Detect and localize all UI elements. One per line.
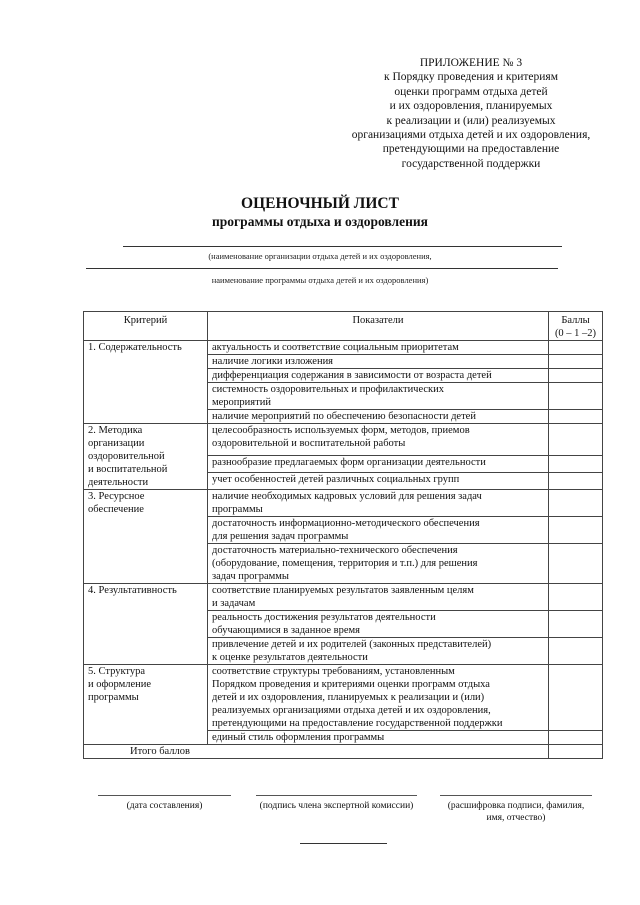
appendix-line: и их оздоровления, планируемых [389,100,553,113]
evaluation-table [83,311,603,759]
decoding-caption [430,800,602,824]
criterion-cell [84,490,208,584]
criterion-header: Критерий [84,312,208,341]
indicator-text-line: обучающимися в заданное время [212,625,360,636]
indicator-cell [208,517,549,544]
indicator-text-line: наличие мероприятий по обеспечению безопасности детей [212,411,476,422]
points-cell[interactable] [549,410,603,424]
evaluation-body [84,341,603,759]
points-cell[interactable] [549,383,603,410]
total-row [84,745,603,759]
indicator-text-line: целесообразность используемых форм, методов, приемов [212,425,470,436]
points-header-line2: (0 – 1 –2) [554,328,597,339]
appendix-line: государственной поддержки [401,157,541,170]
criterion-label-line: организации [88,438,145,449]
indicator-cell [208,410,549,424]
criterion-cell [84,424,208,490]
criterion-label-line: 3. Ресурсное [88,491,145,502]
signature-caption: (подпись члена экспертной комиссии) [259,801,414,811]
criterion-label-line: деятельности [88,477,149,488]
points-cell[interactable] [549,341,603,355]
indicator-text-line: (оборудование, помещения, территория и т.п.) для решения [212,558,478,569]
indicator-cell [208,544,549,584]
decoding-caption-line2: имя, отчество) [486,813,546,823]
points-cell[interactable] [549,473,603,490]
indicator-cell [208,355,549,369]
points-cell[interactable] [549,638,603,665]
indicator-text-line: к оценке результатов деятельности [212,652,368,663]
organization-caption: (наименование организации отдыха детей и их оздоровления, [208,251,432,261]
indicator-text-line: мероприятий [212,397,271,408]
table-row [84,341,603,355]
indicator-cell [208,456,549,473]
criterion-cell [84,584,208,665]
indicator-text-line: соответствие планируемых результатов заявленным целям [212,585,474,596]
document-subtitle: программы отдыха и оздоровления [212,214,428,229]
points-header-line1: Баллы [561,315,590,326]
indicator-cell [208,424,549,456]
indicator-text-line: программы [212,504,263,515]
indicator-text-line: реальность достижения результатов деятельности [212,612,436,623]
indicator-text-line: соответствие структуры требованиям, установленным [212,666,455,677]
appendix-line: претендующими на предоставление [382,143,560,156]
points-cell[interactable] [549,584,603,611]
indicator-cell [208,341,549,355]
criterion-label-line: 1. Содержательность [88,342,182,353]
indicator-text-line: дифференциация содержания в зависимости от возраста детей [212,370,492,381]
indicator-text-line: и задачам [212,598,256,609]
indicator-text-line: достаточность материально-технического обеспечения [212,545,458,556]
table-row [84,665,603,731]
indicator-cell [208,665,549,731]
points-cell[interactable] [549,731,603,745]
total-label: Итого баллов [84,745,549,759]
points-cell[interactable] [549,456,603,473]
indicator-text-line: разнообразие предлагаемых форм организации деятельности [212,457,486,469]
signature-line [256,795,417,796]
criterion-label-line: обеспечение [88,504,144,515]
indicator-text-line: оздоровительной и воспитательной работы [212,438,406,449]
points-cell[interactable] [549,544,603,584]
indicator-cell [208,638,549,665]
decoding-line [440,795,592,796]
appendix-block [330,56,612,171]
points-cell[interactable] [549,355,603,369]
appendix-line: оценки программ отдыха детей [394,85,548,98]
points-cell[interactable] [549,424,603,456]
indicator-text-line: системность оздоровительных и профилактических [212,384,445,395]
bottom-rule [300,843,387,844]
decoding-caption-line1: (расшифровка подписи, фамилия, [447,801,585,811]
points-cell[interactable] [549,490,603,517]
table-header-row [84,312,603,341]
indicator-text-line: для решения задач программы [212,531,349,542]
indicator-text-line: достаточность информационно-методического обеспечения [212,518,480,529]
criterion-label-line: 4. Результативность [88,585,177,596]
table-row [84,490,603,517]
indicator-text-line: учет особенностей детей различных социальных групп [212,474,460,486]
indicator-text-line: актуальность и соответствие социальным приоритетам [212,342,459,353]
indicator-text-line: наличие логики изложения [212,356,334,367]
indicator-cell [208,369,549,383]
criterion-label-line: 5. Структура [88,666,146,677]
indicator-cell [208,611,549,638]
indicators-header: Показатели [208,312,549,341]
table-row [84,584,603,611]
program-caption: наименование программы отдыха детей и их оздоровления) [211,275,429,285]
appendix-line: организациями отдыха детей и их оздоровления, [351,129,591,142]
appendix-line: к реализации и (или) реализуемых [386,114,556,127]
date-caption: (дата составления) [126,801,203,811]
document-title: ОЦЕНОЧНЫЙ ЛИСТ [241,195,399,212]
criterion-cell [84,665,208,745]
indicator-text-line: наличие необходимых кадровых условий для решения задач [212,491,482,502]
program-name-line [86,268,558,269]
criterion-label-line: и оформление [88,679,152,690]
points-cell[interactable] [549,665,603,731]
appendix-line: ПРИЛОЖЕНИЕ № 3 [419,57,523,69]
indicator-cell [208,731,549,745]
indicator-text-line: реализуемых организациями отдыха детей и их оздоровления, [212,705,491,716]
points-cell[interactable] [549,517,603,544]
indicator-cell [208,490,549,517]
indicator-text-line: привлечение детей и их родителей (законных представителей) [212,639,492,650]
indicator-text-line: единый стиль оформления программы [212,732,385,743]
points-cell[interactable] [549,369,603,383]
criterion-label-line: и воспитательной [88,464,168,475]
points-cell[interactable] [549,611,603,638]
criterion-label-line: 2. Методика [88,425,143,436]
date-line [98,795,231,796]
indicator-cell [208,473,549,490]
table-row [84,424,603,456]
indicator-text-line: детей и их оздоровления, планируемых к реализации и (или) [212,692,485,703]
points-header [549,312,603,341]
criterion-label-line: программы [88,692,139,703]
indicator-text-line: задач программы [212,571,289,582]
total-points-cell[interactable] [549,745,603,759]
criterion-cell [84,341,208,424]
indicator-text-line: Порядком проведения и критериями оценки программ отдыха [212,679,490,690]
criterion-label-line: оздоровительной [88,451,165,462]
appendix-line: к Порядку проведения и критериям [384,71,558,84]
indicator-text-line: претендующими на предоставление государственной поддержки [212,718,503,729]
indicator-cell [208,383,549,410]
organization-name-line [123,246,562,247]
indicator-cell [208,584,549,611]
